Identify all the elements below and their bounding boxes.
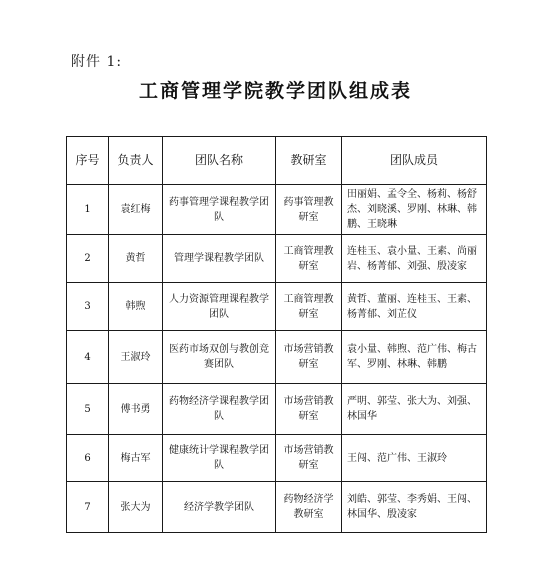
cell-team-name: 经济学教学团队 [163, 482, 276, 533]
cell-leader: 梅古军 [109, 435, 163, 482]
page-title: 工商管理学院教学团队组成表 [138, 80, 412, 102]
team-table [66, 136, 487, 533]
header-members: 团队成员 [342, 137, 487, 185]
cell-no: 7 [67, 482, 109, 533]
cell-office: 市场营销教研室 [276, 331, 342, 384]
table-row [67, 235, 487, 283]
cell-team-name: 健康统计学课程教学团队 [163, 435, 276, 482]
cell-team-name: 人力资源管理课程教学团队 [163, 283, 276, 331]
cell-members: 黄哲、董丽、连桂玉、王素、杨菁郁、刘芷仪 [342, 283, 487, 331]
cell-no: 2 [67, 235, 109, 283]
header-no: 序号 [67, 137, 109, 185]
cell-team-name: 药物经济学课程教学团队 [163, 384, 276, 435]
cell-members: 袁小量、韩煦、范广伟、梅古军、罗刚、林琳、韩鹏 [342, 331, 487, 384]
table-row [67, 384, 487, 435]
cell-leader: 黄哲 [109, 235, 163, 283]
header-leader: 负责人 [109, 137, 163, 185]
attachment-label: 附件 1: [71, 54, 123, 70]
cell-office: 工商管理教研室 [276, 235, 342, 283]
cell-members: 田丽娟、孟令全、杨莉、杨舒杰、刘晓溪、罗刚、林琳、韩鹏、王晓琳 [342, 185, 487, 235]
table-row [67, 283, 487, 331]
cell-office: 药事管理教研室 [276, 185, 342, 235]
header-office: 教研室 [276, 137, 342, 185]
cell-office: 市场营销教研室 [276, 384, 342, 435]
cell-leader: 袁红梅 [109, 185, 163, 235]
cell-members: 连桂玉、袁小量、王素、尚丽岩、杨菁郁、刘强、殷凌家 [342, 235, 487, 283]
cell-members: 王闯、范广伟、王淑玲 [342, 435, 487, 482]
cell-no: 3 [67, 283, 109, 331]
cell-members: 刘皓、郭莹、李秀娟、王闯、林国华、殷凌家 [342, 482, 487, 533]
cell-office: 市场营销教研室 [276, 435, 342, 482]
header-row [67, 137, 487, 185]
cell-leader: 张大为 [109, 482, 163, 533]
cell-office: 药物经济学教研室 [276, 482, 342, 533]
cell-team-name: 管理学课程教学团队 [163, 235, 276, 283]
table-row [67, 331, 487, 384]
table-row [67, 482, 487, 533]
cell-office: 工商管理教研室 [276, 283, 342, 331]
cell-team-name: 医药市场双创与教创竞赛团队 [163, 331, 276, 384]
header-team-name: 团队名称 [163, 137, 276, 185]
cell-leader: 王淑玲 [109, 331, 163, 384]
table-row [67, 185, 487, 235]
cell-leader: 韩煦 [109, 283, 163, 331]
cell-leader: 傅书勇 [109, 384, 163, 435]
cell-no: 1 [67, 185, 109, 235]
cell-members: 严明、郭莹、张大为、刘强、林国华 [342, 384, 487, 435]
cell-no: 4 [67, 331, 109, 384]
cell-no: 5 [67, 384, 109, 435]
table-row [67, 435, 487, 482]
cell-no: 6 [67, 435, 109, 482]
cell-team-name: 药事管理学课程教学团队 [163, 185, 276, 235]
